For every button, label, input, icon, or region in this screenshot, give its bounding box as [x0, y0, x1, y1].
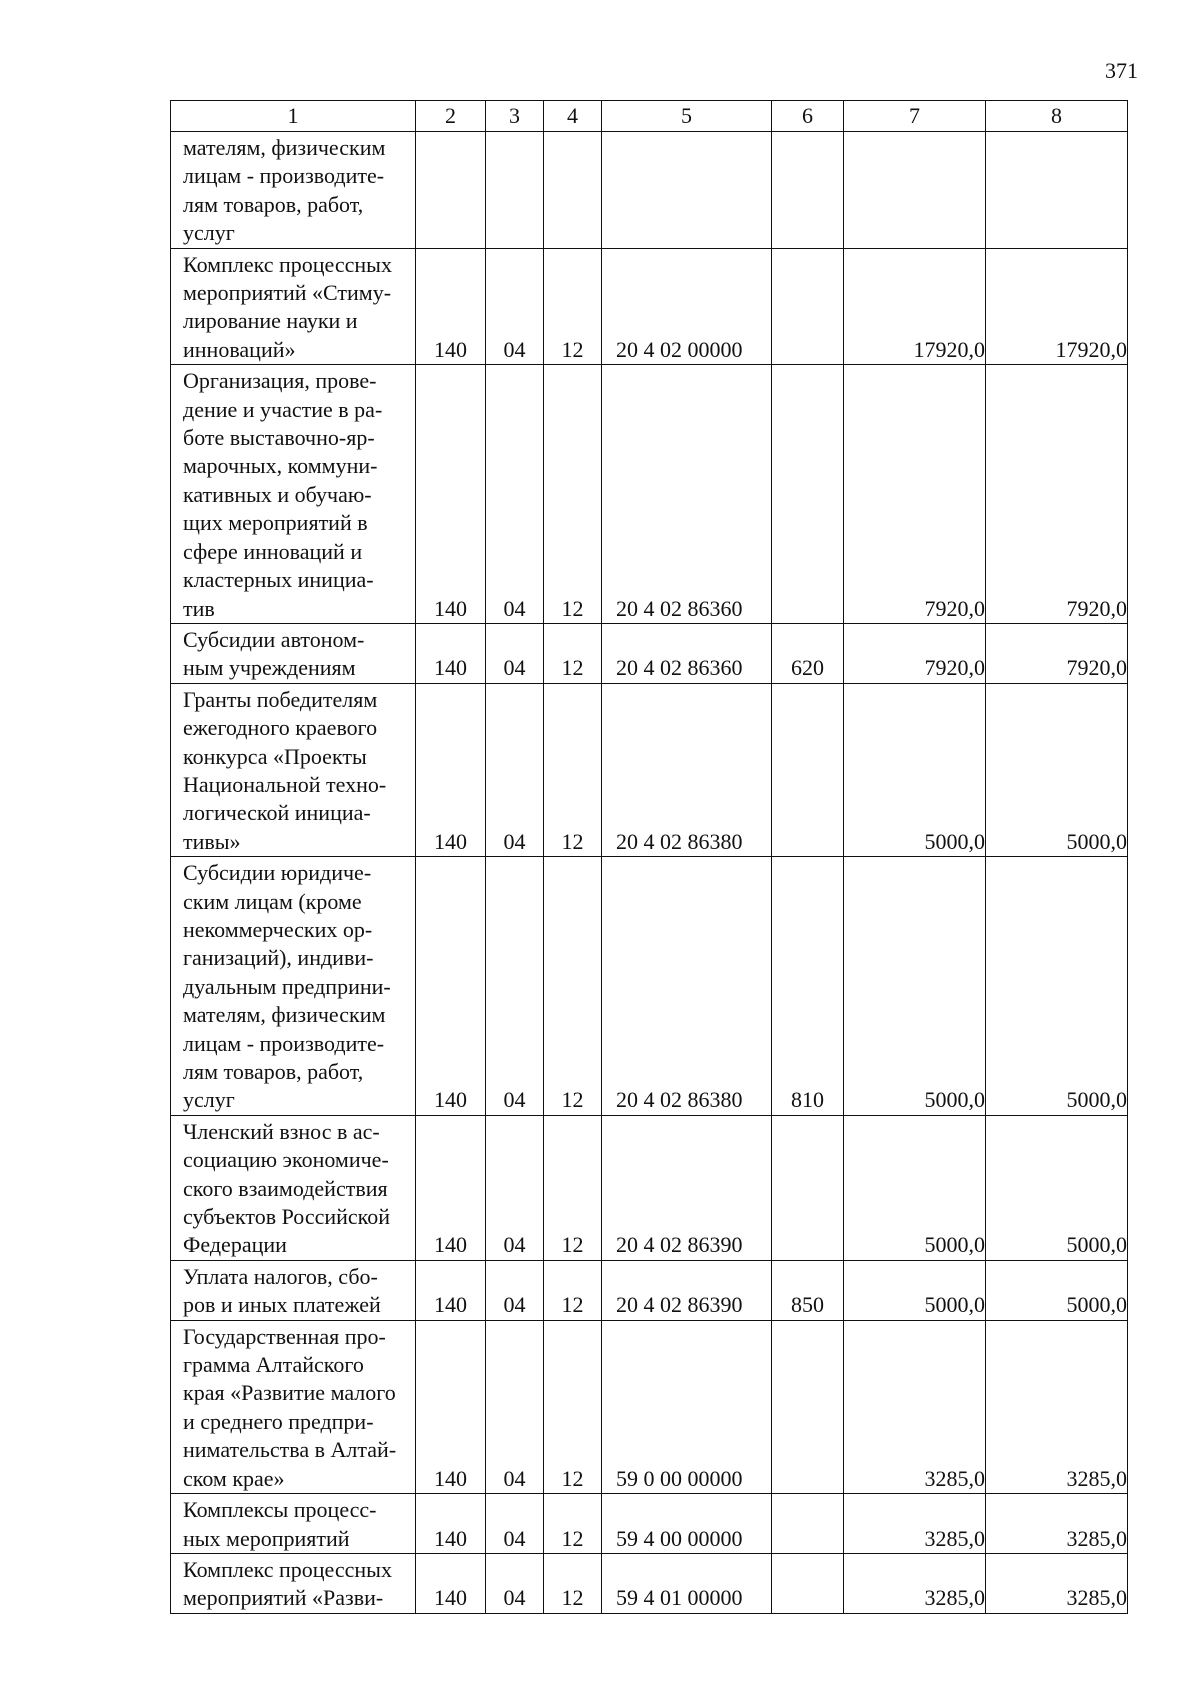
- target-article-cell: 20 4 02 00000: [602, 248, 772, 365]
- code-cell: 140: [416, 1553, 486, 1613]
- amount-cell: 5000,0: [844, 683, 986, 856]
- item-name: Уплата налогов, сбо- ров и иных платежей: [183, 1263, 381, 1318]
- subsection-cell: 12: [544, 1553, 602, 1613]
- table-row: [171, 1494, 1128, 1554]
- target-article-cell: 20 4 02 86360: [602, 365, 772, 624]
- item-name: Субсидии автоном- ным учреждениям: [183, 626, 365, 681]
- subsection-cell: 12: [544, 623, 602, 683]
- amount-cell: 3285,0: [986, 1320, 1128, 1493]
- section-cell: [486, 132, 544, 249]
- table-header-row: [171, 101, 1128, 132]
- expense-type-cell: [772, 1115, 844, 1260]
- code-cell: 140: [416, 857, 486, 1116]
- code-cell: 140: [416, 365, 486, 624]
- expense-type-cell: [772, 132, 844, 249]
- item-name-cell: [171, 132, 416, 249]
- table-row: [171, 365, 1128, 624]
- amount-cell: 17920,0: [844, 248, 986, 365]
- amount-cell: 5000,0: [986, 1260, 1128, 1320]
- budget-table: [170, 100, 1128, 1614]
- column-header: 3: [486, 101, 544, 132]
- code-cell: 140: [416, 683, 486, 856]
- code-cell: 140: [416, 623, 486, 683]
- table-row: [171, 248, 1128, 365]
- item-name-cell: [171, 1115, 416, 1260]
- item-name: Комплексы процесс- ных мероприятий: [183, 1497, 377, 1551]
- item-name-cell: [171, 248, 416, 365]
- item-name: мателям, физическим лицам - производите- лям товаров, работ, услуг: [183, 135, 386, 246]
- amount-cell: 7920,0: [844, 365, 986, 624]
- section-cell: 04: [486, 1494, 544, 1554]
- table-row: [171, 1260, 1128, 1320]
- column-header: 1: [171, 101, 416, 132]
- subsection-cell: 12: [544, 365, 602, 624]
- subsection-cell: 12: [544, 1260, 602, 1320]
- item-name-cell: [171, 857, 416, 1116]
- amount-cell: [844, 132, 986, 249]
- column-header: 6: [772, 101, 844, 132]
- expense-type-cell: [772, 1553, 844, 1613]
- target-article-cell: 20 4 02 86390: [602, 1115, 772, 1260]
- item-name: Гранты победителям ежегодного краевого конкурса «Проекты Национальной техно- логической инициа- тивы»: [183, 686, 387, 854]
- item-name-cell: [171, 623, 416, 683]
- code-cell: [416, 132, 486, 249]
- item-name: Комплекс процессных мероприятий «Разви-: [183, 1556, 392, 1611]
- subsection-cell: [544, 132, 602, 249]
- target-article-cell: 20 4 02 86390: [602, 1260, 772, 1320]
- amount-cell: 3285,0: [986, 1494, 1128, 1554]
- target-article-cell: 20 4 02 86380: [602, 857, 772, 1116]
- section-cell: 04: [486, 857, 544, 1116]
- item-name: Комплекс процессных мероприятий «Стиму- лирование науки и инноваций»: [183, 251, 392, 362]
- page-number: 371: [1105, 58, 1138, 83]
- item-name: Субсидии юридиче- ским лицам (кроме некоммерческих ор- ганизаций), индиви- дуальным предприни- мателям, физическим лицам - производите- лям товаров, работ, услуг: [183, 860, 391, 1113]
- expense-type-cell: [772, 1494, 844, 1554]
- amount-cell: 5000,0: [844, 1115, 986, 1260]
- table-row: [171, 623, 1128, 683]
- subsection-cell: 12: [544, 857, 602, 1116]
- section-cell: 04: [486, 623, 544, 683]
- item-name: Членский взнос в ас- социацию экономиче- ского взаимодействия субъектов Российской Федерации: [183, 1118, 391, 1258]
- amount-cell: 5000,0: [844, 857, 986, 1116]
- expense-type-cell: [772, 365, 844, 624]
- target-article-cell: 20 4 02 86380: [602, 683, 772, 856]
- subsection-cell: 12: [544, 248, 602, 365]
- code-cell: 140: [416, 1260, 486, 1320]
- expense-type-cell: 810: [772, 857, 844, 1116]
- target-article-cell: 59 4 00 00000: [602, 1494, 772, 1554]
- amount-cell: 7920,0: [986, 623, 1128, 683]
- subsection-cell: 12: [544, 1320, 602, 1493]
- amount-cell: 3285,0: [986, 1553, 1128, 1613]
- column-header: 7: [844, 101, 986, 132]
- item-name-cell: [171, 683, 416, 856]
- amount-cell: 5000,0: [986, 683, 1128, 856]
- amount-cell: 7920,0: [844, 623, 986, 683]
- expense-type-cell: [772, 248, 844, 365]
- amount-cell: 3285,0: [844, 1320, 986, 1493]
- item-name-cell: [171, 1553, 416, 1613]
- amount-cell: 17920,0: [986, 248, 1128, 365]
- expense-type-cell: [772, 1320, 844, 1493]
- table-row: [171, 1115, 1128, 1260]
- subsection-cell: 12: [544, 1494, 602, 1554]
- item-name-cell: [171, 1260, 416, 1320]
- expense-type-cell: 850: [772, 1260, 844, 1320]
- table-row: [171, 1320, 1128, 1493]
- code-cell: 140: [416, 1115, 486, 1260]
- target-article-cell: 20 4 02 86360: [602, 623, 772, 683]
- section-cell: 04: [486, 1553, 544, 1613]
- item-name-cell: [171, 365, 416, 624]
- section-cell: 04: [486, 365, 544, 624]
- item-name-cell: [171, 1494, 416, 1554]
- amount-cell: [986, 132, 1128, 249]
- amount-cell: 5000,0: [986, 857, 1128, 1116]
- section-cell: 04: [486, 1115, 544, 1260]
- column-header: 2: [416, 101, 486, 132]
- section-cell: 04: [486, 1260, 544, 1320]
- code-cell: 140: [416, 1320, 486, 1493]
- subsection-cell: 12: [544, 683, 602, 856]
- amount-cell: 5000,0: [844, 1260, 986, 1320]
- section-cell: 04: [486, 248, 544, 365]
- table-row: [171, 683, 1128, 856]
- column-header: 4: [544, 101, 602, 132]
- target-article-cell: [602, 132, 772, 249]
- table-row: [171, 132, 1128, 249]
- amount-cell: 3285,0: [844, 1494, 986, 1554]
- expense-type-cell: [772, 683, 844, 856]
- code-cell: 140: [416, 248, 486, 365]
- table-row: [171, 1553, 1128, 1613]
- expense-type-cell: 620: [772, 623, 844, 683]
- column-header: 5: [602, 101, 772, 132]
- amount-cell: 3285,0: [844, 1553, 986, 1613]
- target-article-cell: 59 4 01 00000: [602, 1553, 772, 1613]
- section-cell: 04: [486, 1320, 544, 1493]
- item-name: Организация, прове- дение и участие в ра- боте выставочно-яр- марочных, коммуни- кативных и обучаю- щих мероприятий в сфере инноваций и кластерных инициа- тив: [183, 368, 383, 621]
- amount-cell: 7920,0: [986, 365, 1128, 624]
- subsection-cell: 12: [544, 1115, 602, 1260]
- target-article-cell: 59 0 00 00000: [602, 1320, 772, 1493]
- column-header: 8: [986, 101, 1128, 132]
- amount-cell: 5000,0: [986, 1115, 1128, 1260]
- table-row: [171, 857, 1128, 1116]
- item-name-cell: [171, 1320, 416, 1493]
- code-cell: 140: [416, 1494, 486, 1554]
- item-name: Государственная про- грамма Алтайского края «Развитие малого и среднего предпри- нимательства в Алтай- ском крае»: [183, 1323, 397, 1491]
- section-cell: 04: [486, 683, 544, 856]
